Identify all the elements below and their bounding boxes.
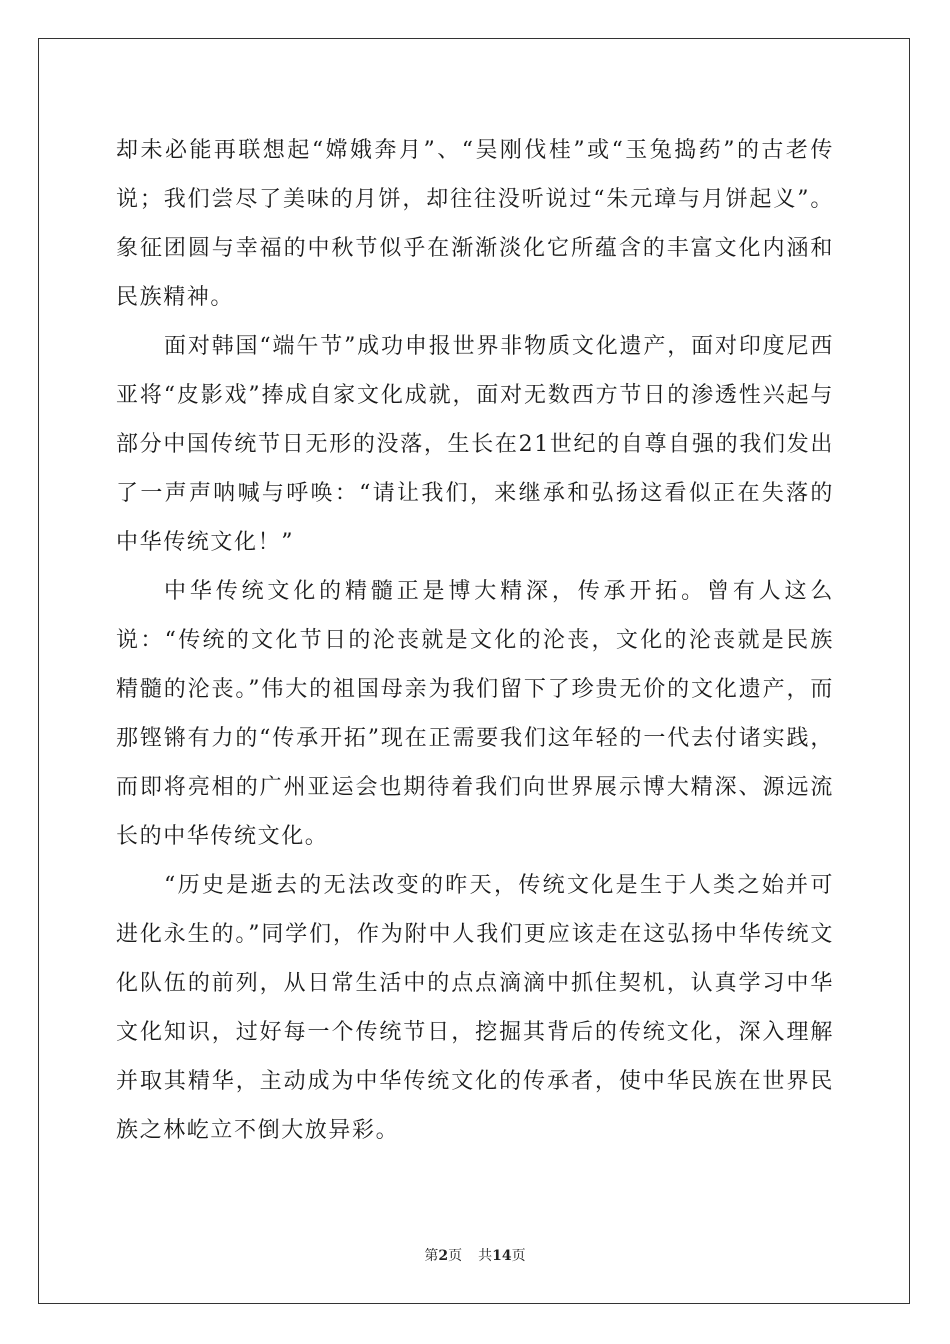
total-page-count: 14 [492, 1248, 512, 1264]
total-prefix: 共 [478, 1248, 493, 1264]
paragraph-2: 面对韩国“端午节”成功申报世界非物质文化遗产，面对印度尼西亚将“皮影戏”捧成自家文化成就，面对无数西方节日的渗透性兴起与部分中国传统节日无形的没落，生长在21世纪的自尊自强的我们发出了一声声呐喊与呼唤：“请让我们，来继承和弘扬这看似正在失落的中华传统文化！” [116, 334, 834, 555]
page-footer [0, 1245, 950, 1265]
paragraph-1: 却未必能再联想起“嫦娥奔月”、“吴刚伐桂”或“玉兔捣药”的古老传说；我们尝尽了美味的月饼，却往往没听说过“朱元璋与月饼起义”。象征团圆与幸福的中秋节似乎在渐渐淡化它所蕴含的丰富文化内涵和民族精神。 [116, 138, 834, 310]
paragraph-3: 中华传统文化的精髓正是博大精深，传承开拓。曾有人这么说：“传统的文化节日的沦丧就是文化的沦丧，文化的沦丧就是民族精髓的沦丧。”伟大的祖国母亲为我们留下了珍贵无价的文化遗产，而那铿锵有力的“传承开拓”现在正需要我们这年轻的一代去付诸实践，而即将亮相的广州亚运会也期待着我们向世界展示博大精深、源远流长的中华传统文化。 [116, 579, 834, 849]
page-prefix: 第 [424, 1248, 439, 1264]
current-page-number: 2 [438, 1248, 449, 1264]
paragraph-4: “历史是逝去的无法改变的昨天，传统文化是生于人类之始并可进化永生的。”同学们，作为附中人我们更应该走在这弘扬中华传统文化队伍的前列，从日常生活中的点点滴滴中抓住契机，认真学习中华文化知识，过好每一个传统节日，挖掘其背后的传统文化，深入理解并取其精华，主动成为中华传统文化的传承者，使中华民族在世界民族之林屹立不倒大放异彩。 [116, 873, 834, 1143]
total-suffix: 页 [511, 1248, 526, 1264]
page-suffix: 页 [448, 1248, 463, 1264]
document-body [116, 126, 834, 1155]
